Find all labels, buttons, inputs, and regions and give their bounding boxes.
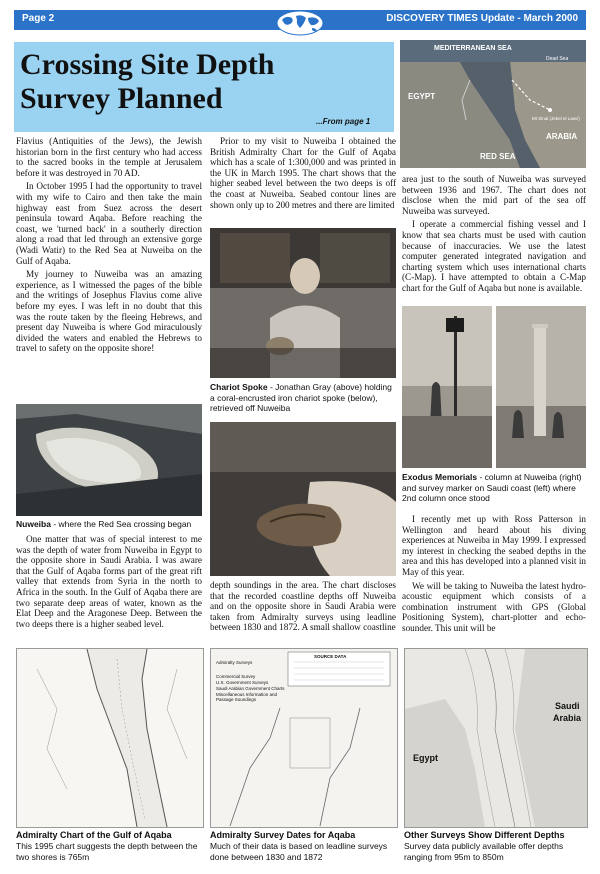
exodus-caption-title: Exodus Memorials <box>402 472 478 482</box>
nuweiba-aerial-image <box>16 404 202 516</box>
survey-dates-caption <box>210 830 400 862</box>
column-3-text-top <box>402 174 586 297</box>
source-data-label: SOURCE DATA <box>314 654 347 659</box>
survey-dates-caption-body: Much of their data is based on leadline surveys done between 1830 and 1872 <box>210 841 388 862</box>
map-label-arabia: ARABIA <box>546 132 578 141</box>
headline-line-1: Crossing Site Depth <box>20 48 275 81</box>
map-label-dead-sea: Dead Sea <box>546 56 569 62</box>
paragraph: I recently met up with Ross Patterson in Wellington and heard about his diving experiences at Nuweiba in May 1999. I expressed my interest in checking the seabed depths in the area and this has developed into a planned visit in May of this year. <box>402 514 586 577</box>
chariot-caption <box>210 382 396 414</box>
map-label-saudi: Saudi <box>555 701 580 711</box>
paragraph: I operate a commercial fishing vessel and I know that sea charts must be used with caution because of inaccuracies. We use the latest computer generated integrated navigation and charting system which uses international charts (C-Map). I have attempted to obtain a C-Map chart for the Gulf of Aqaba but none is available. <box>402 219 586 293</box>
chariot-spoke-image <box>210 422 396 576</box>
map-label-egypt: EGYPT <box>408 92 436 101</box>
admiralty-chart-caption <box>16 830 206 862</box>
admiralty-chart-caption-body: This 1995 chart suggests the depth between the two shores is 765m <box>16 841 198 862</box>
other-surveys-map <box>404 648 588 828</box>
chariot-caption-title: Chariot Spoke <box>210 382 268 392</box>
column-3-text-bottom <box>402 514 586 637</box>
column-1-text-top <box>16 136 202 357</box>
chariot-spoke-photo <box>210 422 396 576</box>
page-number: Page 2 <box>22 13 55 24</box>
column-2-text-bottom <box>210 580 396 636</box>
map-label-egypt-right: Egypt <box>413 753 439 763</box>
nuweiba-caption <box>16 519 206 530</box>
chariot-caption-body: - Jonathan Gray (above) holding a coral-encrusted iron chariot spoke (below), retrieved off Nuweiba <box>210 382 392 413</box>
nuweiba-column-photo <box>496 306 586 468</box>
jonathan-gray-image <box>210 228 396 378</box>
world-map-icon <box>276 10 324 36</box>
admiralty-chart-graphic <box>17 649 203 827</box>
nuweiba-column-image <box>496 306 586 468</box>
headline-line-2: Survey Planned <box>20 82 223 115</box>
map-label-mt-sinai: Mt Sinai (Jebel el Lawz) <box>532 116 580 121</box>
legend-us-gov: U.S. Government Surveys <box>216 680 269 685</box>
column-2-text-top <box>210 136 396 213</box>
exodus-caption <box>402 472 586 504</box>
other-surveys-caption-title: Other Surveys Show Different Depths <box>404 830 565 840</box>
exodus-caption-body: - column at Nuweiba (right) and survey marker on Saudi coast (left) where 2nd column once stood <box>402 472 582 503</box>
paragraph: depth soundings in the area. The chart discloses that the recorded coastline depths off Nuweiba and on the opposite shore in Saudi Arabia were taken from Admiralty surveys using leadline between 1830 and 1872. A small shallow coastline <box>210 580 396 633</box>
legend-admiralty: Admiralty Surveys <box>216 660 253 665</box>
survey-dates-caption-title: Admiralty Survey Dates for Aqaba <box>210 830 356 840</box>
paragraph: area just to the south of Nuweiba was surveyed between 1936 and 1967. The chart does not disclose when the mid part of the sea off Nuweiba was surveyed. <box>402 174 586 216</box>
continued-from: ...From page 1 <box>316 117 371 126</box>
admiralty-chart-caption-title: Admiralty Chart of the Gulf of Aqaba <box>16 830 172 840</box>
survey-marker-photo <box>402 306 492 468</box>
paragraph: Flavius (Antiquities of the Jews), the Jewish historian born in the first century who had access to the sacred books in the temple at Jerusalem before it was destroyed in 70 AD. <box>16 136 202 178</box>
legend-saudi: Saudi Arabian Government Charts <box>216 686 285 691</box>
map-label-mediterranean: MEDITERRANEAN SEA <box>434 45 512 52</box>
jonathan-gray-photo <box>210 228 396 378</box>
map-label-saudi-arabia: Arabia <box>553 713 582 723</box>
other-surveys-caption <box>404 830 588 862</box>
survey-marker-image <box>402 306 492 468</box>
map-label-red-sea: RED SEA <box>480 152 516 161</box>
paragraph: Prior to my visit to Nuweiba I obtained the British Admiralty Chart for the Gulf of Aqaba which has a scale of 1:300,000 and was printed in the UK in March 1995. The chart shows that the higher seabed level between the two deeps is off the coast at Nuweiba. Seabed contour lines are shown only up to 200 metres and there are limited <box>210 136 396 210</box>
other-surveys-caption-body: Survey data publicly available offer depths ranging from 95m to 850m <box>404 841 564 862</box>
sinai-map <box>400 40 586 168</box>
admiralty-chart-map <box>16 648 204 828</box>
other-surveys-graphic <box>405 649 587 827</box>
publication-title: DISCOVERY TIMES Update - March 2000 <box>386 13 578 24</box>
legend-commercial: Commercial Survey <box>216 674 256 679</box>
legend-misc: Miscellaneous Information and Passage Soundings <box>216 692 278 702</box>
column-1-text-bottom <box>16 534 202 632</box>
paragraph: In October 1995 I had the opportunity to travel with my wife to Cairo and then take the main highway east from Suez across the desert peninsula toward Aqaba. Before reaching the coast, we 'turned back' in a southerly direction along a road that led through an extensive gorge (Wadi Watir) to the Red Sea at Nuweiba on the Gulf of Aqaba. <box>16 181 202 266</box>
nuweiba-aerial-photo <box>16 404 202 516</box>
headline <box>20 48 392 116</box>
nuweiba-caption-body: - where the Red Sea crossing began <box>50 519 192 529</box>
paragraph: One matter that was of special interest to me was the depth of water from Nuweiba in Egypt to the opposite shore in Saudi Arabia. I was aware that the Gulf of Aqaba forms part of the great rift valley that extends from Syria in the north to Africa in the south. In the Gulf of Aqaba there are two separate deep areas of water, known as the Elat Deep and the Aragonese Deep. Between the two deeps there is a higher seabed level. <box>16 534 202 629</box>
nuweiba-caption-title: Nuweiba <box>16 519 51 529</box>
paragraph: We will be taking to Nuweiba the latest hydro-acoustic equipment which consists of a combination instrument with GPS (Global Positioning System), chart-plotter and echo-sounder. This unit will be <box>402 580 586 633</box>
admiralty-survey-dates-map <box>210 648 396 826</box>
paragraph: My journey to Nuweiba was an amazing experience, as I witnessed the pages of the bible and the writings of Josephus Flavius come alive before my eyes. I was left in no doubt that this was the route taken by the fleeing Hebrews, and present day Nuweiba is where God miraculously divided the waters and enabled the Hebrews to travel to safety on the opposite shore! <box>16 269 202 354</box>
